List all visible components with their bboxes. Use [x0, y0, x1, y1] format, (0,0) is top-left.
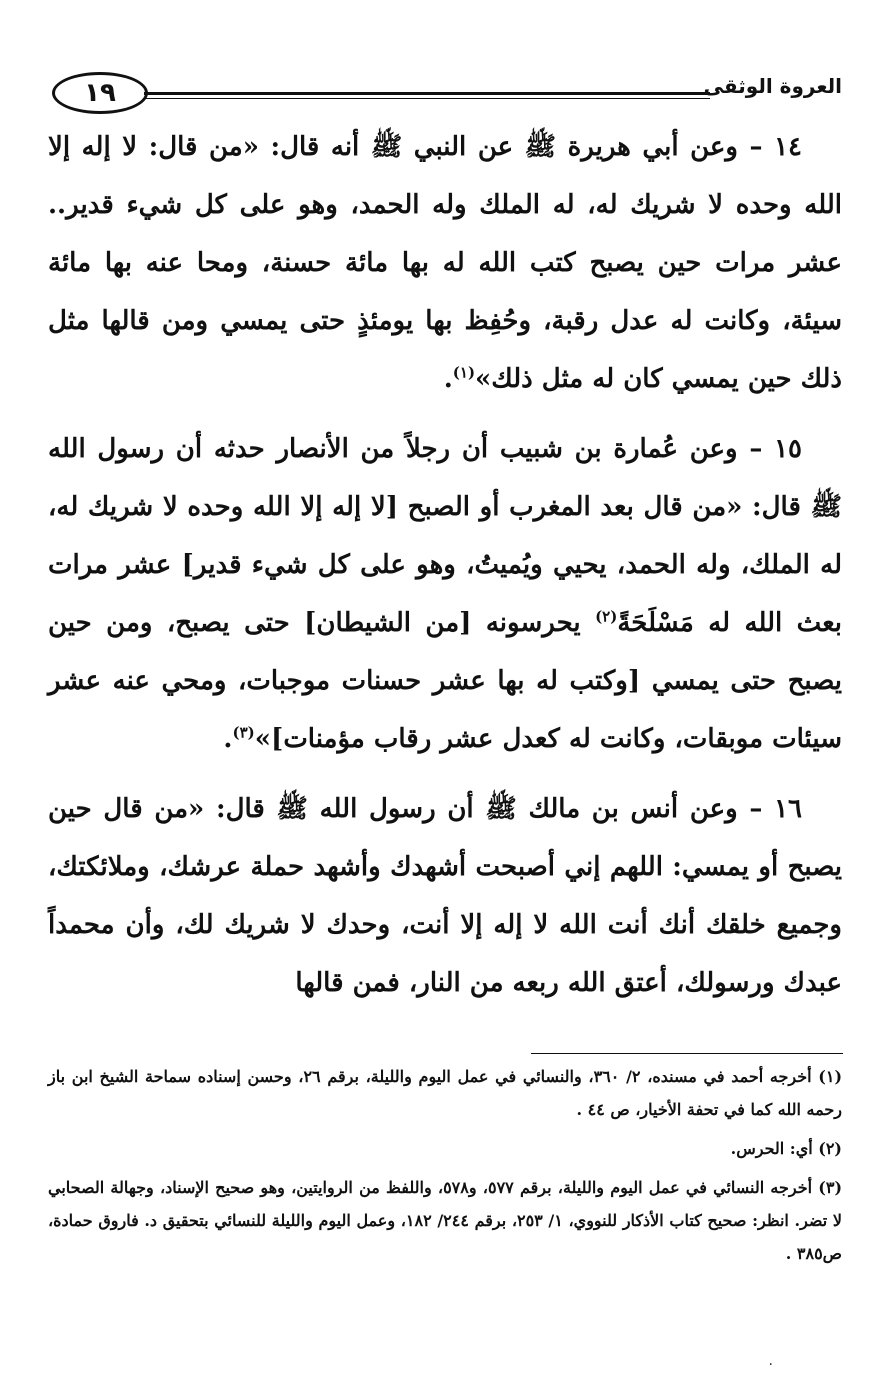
footnote-ref: (٣) [232, 723, 255, 742]
hadith-16 [48, 780, 842, 1012]
header-rule-thin [144, 98, 710, 99]
header-rule [144, 92, 710, 95]
paragraph-text: ١٥ – وعن عُمارة بن شبيب أن رجلاً من الأنصار حدثه أن رسول الله ﷺ قال: «من قال بعد المغرب أو الصبح [لا إله إلا الله وحده لا شريك له، له الملك، وله الحمد، يحيي ويُميتُ، وهو على كل شيء قدير] عشر مرات بعث الله له مَسْلَحَةً [48, 434, 842, 638]
hadith-15 [48, 420, 842, 768]
paragraph-tail: . [443, 364, 453, 394]
paragraph-tail: يحرسونه [من الشيطان] حتى يصبح، ومن حين يصبح حتى يمسي [وكتب له بها عشر حسنات موجبات، ومحي عنه عشر سيئات موبقات، وكانت له كعدل عشر رقاب مؤمنات]» [48, 608, 842, 754]
hadith-14 [48, 118, 842, 408]
page-dot: · [768, 1357, 773, 1373]
footnote-2: (٢) أي: الحرس. [730, 1139, 842, 1158]
running-title: العروة الوثقى [703, 74, 842, 98]
paragraph-tail: . [223, 724, 233, 754]
footnote-separator [531, 1053, 843, 1054]
paragraph-text: ١٦ – وعن أنس بن مالك ﷺ أن رسول الله ﷺ قال: «من قال حين يصبح أو يمسي: اللهم إني أصبحت أشهدك وأشهد حملة عرشك، وملائكتك، وجميع خلقك أنك أنت الله لا إله إلا أنت، وحدك لا شريك لك، وأن محمداً عبدك ورسولك، أعتق الله ربعه من النار، فمن قالها [48, 794, 842, 998]
footnote-1: (١) أخرجه أحمد في مسنده، ٢/ ٣٦٠، والنسائي في عمل اليوم والليلة، برقم ٢٦، وحسن إسناده سماحة الشيخ ابن باز رحمه الله كما في تحفة الأخيار، ص ٤٤ . [48, 1067, 843, 1119]
paragraph-text: ١٤ – وعن أبي هريرة ﷺ عن النبي ﷺ أنه قال: «من قال: لا إله إلا الله وحده لا شريك له، له الملك وله الحمد، وهو على كل شيء قدير.. عشر مرات حين يصبح كتب الله له بها مائة حسنة، ومحا عنه بها مائة سيئة، وكانت له عدل رقبة، وحُفِظ بها يومئذٍ حتى يمسي ومن قالها مثل ذلك حين يمسي كان له مثل ذلك» [48, 132, 842, 394]
footnote-ref: (١) [452, 363, 476, 382]
footnotes [48, 1060, 842, 1276]
footnote-ref: (٢) [595, 607, 618, 626]
page-header [52, 70, 842, 120]
page-number: ١٩ [52, 72, 148, 114]
footnote-3: (٣) أخرجه النسائي في عمل اليوم والليلة، برقم ٥٧٧، و٥٧٨، واللفظ من الروايتين، وهو صحيح الإسناد، وجهالة الصحابي لا تضر. انظر: صحيح كتاب الأذكار للنووي، ١/ ٢٥٣، برقم ٢٤٤/ ١٨٢، وعمل اليوم والليلة للنسائي بتحقيق د. فاروق حمادة، ص٣٨٥ . [48, 1178, 843, 1263]
main-text [48, 118, 842, 1024]
